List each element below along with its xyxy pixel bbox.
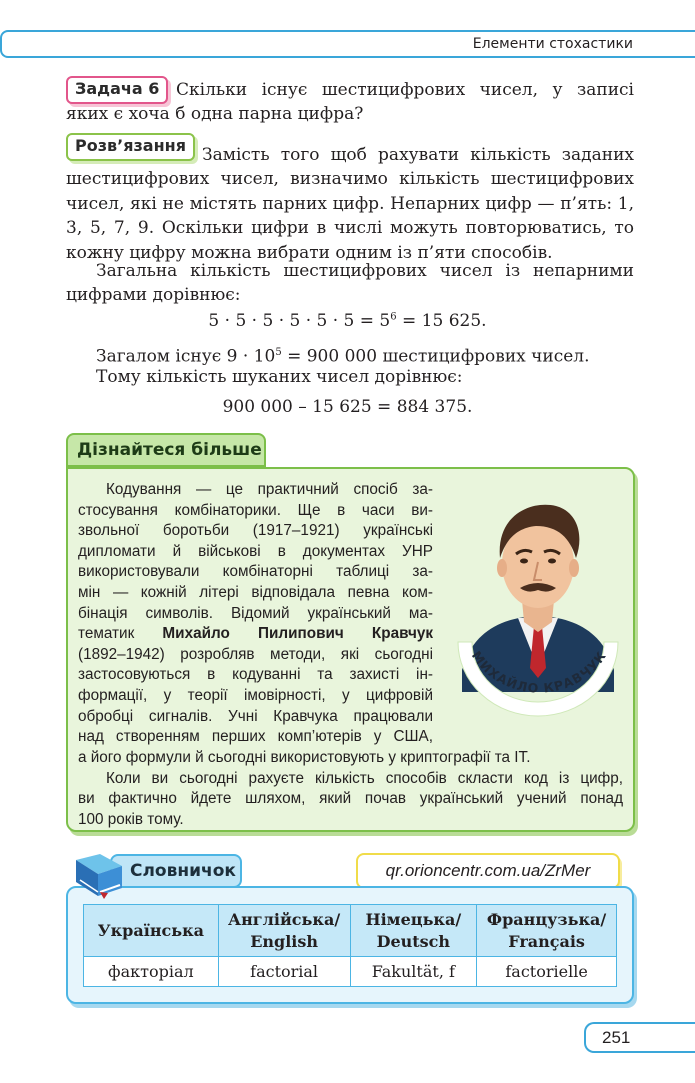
portrait-caption: МИХАЙЛО КРАВЧУК [468,648,610,696]
dictionary-header-ukrainian: Українська [84,905,219,957]
qr-link[interactable]: qr.orioncentr.com.ua/ZrMer [356,853,620,889]
dictionary-cell-ukrainian: факторіал [84,957,219,987]
book-icon [70,850,128,900]
formula-odd-digits: $5 \cdot 5 \cdot 5 \cdot 5 \cdot 5 \cdot 5 = 5^6 = 15$ 625. [208,311,487,331]
dictionary-header-french: Французька/ Français [477,905,617,957]
header-title: Елементи стохастики [472,36,633,52]
task-text-line1: Скільки існує шестицифрових чисел, у записі [176,80,634,100]
dictionary-cell-german: Fakultät, f [350,957,477,987]
solution-paragraph4: Тому кількість шуканих чисел дорівнює: [96,367,463,387]
running-header [0,30,695,58]
formula-answer: 900 000 – 15 625 = 884 375. [222,397,473,417]
solution-line1: Замість того щоб рахувати кількість заданих [202,145,634,165]
dictionary-cell-french: factorielle [477,957,617,987]
scientist-name: Михайло Пилипович Кравчук [162,625,433,643]
learn-more-text-narrow: Кодування — це практичний спосіб за- стосування комбінаторики. Ще в часи ви- звольної боротьби (1917–1921) українські дипломати й військові в документах УНР використовували комбінаторні таблиці за- мін — кожній літері відповідала певна ком- бінація символів. Відомий український ма- тематик Михайло Пилипович Кравчук (1892–1942) розробляв методи, які сьогодні застосовуються в кодуванні та захисті ін- формації, у теорії імовірності, у цифровій обробці сигналів. Учні Кравчука працювали над створенням перших комп’ютерів у США, [78,481,433,746]
dictionary-header-english: Англійська/ English [218,905,350,957]
solution-paragraph2-line1: Загальна кількість шестицифрових чисел із непарними [96,261,634,281]
page-number: 251 [584,1022,695,1053]
task-label: Задача 6 [66,76,168,104]
table-row [84,957,617,987]
dictionary-title: Словничок [110,854,242,888]
learn-more-title: Дізнайтеся більше [66,433,266,467]
solution-paragraph2-line2: цифрами дорівнює: [66,285,241,305]
solution-paragraph1: шестицифрових чисел, визначимо кількість шестицифрових чисел, які не містять парних цифр. Непарних цифр — п’ять: 1, 3, 5, 7, 9. Оскільки цифри в числі можуть повторюватись, то кожну цифру можна вибрати одним із п’яти способів. [66,169,634,263]
scientist-portrait [452,492,624,720]
learn-more-text-wide: а його формули й сьогодні використовують у криптографії та IT. Коли ви сьогодні рахуєте кількість способів скласти код із цифр, ви фактично йдете шляхом, який почав український учений понад 100 років тому. [78,749,623,828]
dictionary-table [83,904,617,987]
solution-label: Розв’язання [66,133,195,161]
dictionary-header-german: Німецька/ Deutsch [350,905,477,957]
solution-total-line: Загалом існує $9 \cdot 10^5 = 900$ 000 шестицифрових чисел. [96,346,590,367]
dictionary-cell-english: factorial [218,957,350,987]
task-text-line2: яких є хоча б одна парна цифра? [66,104,364,124]
